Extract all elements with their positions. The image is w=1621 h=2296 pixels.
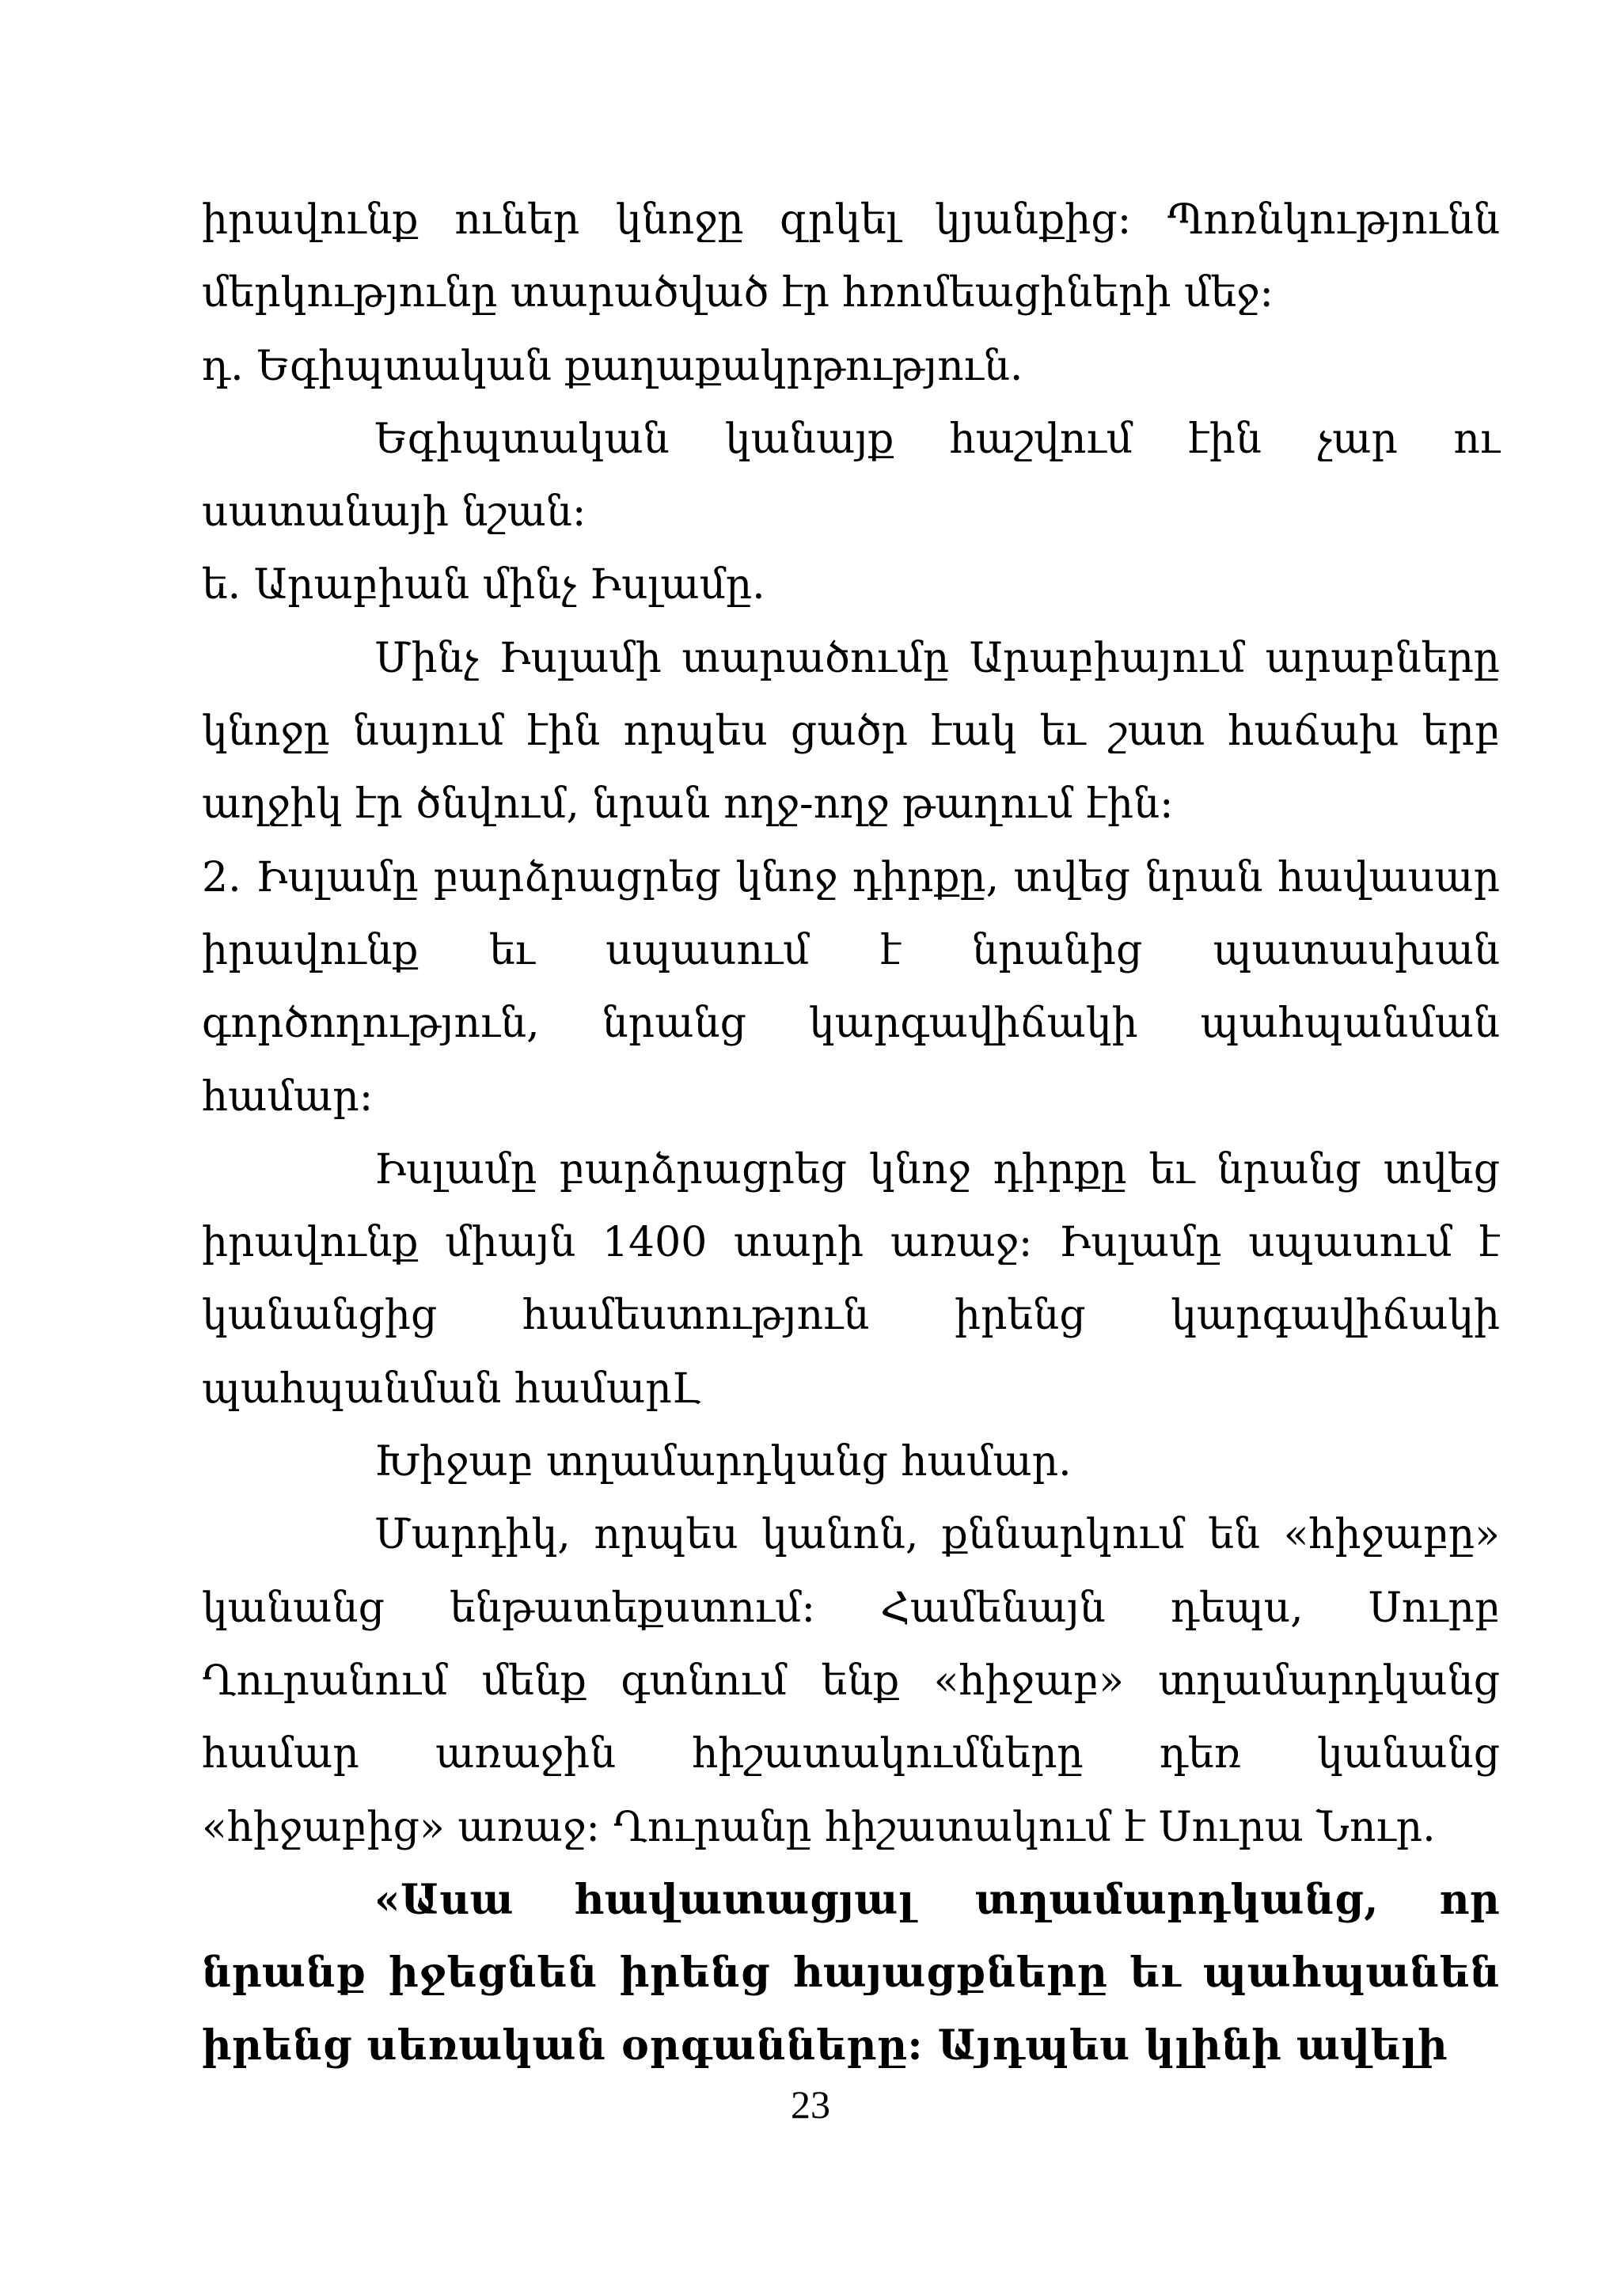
page-number: 23	[791, 2082, 830, 2127]
paragraph-egypt: Եգիպտական կանայք հաշվում էին չար ու սատանայի նշան:	[202, 415, 1500, 537]
section-heading-arabia: ե. Արաբիան մինչ Իսլամը.	[202, 561, 765, 609]
paragraph-arabia: Մինչ Իսլամի տարածումը Արաբիայում արաբները կնոջը նայում էին որպես ցածր էակ եւ շատ հաճախ երբ աղջիկ էր ծնվում, նրան ողջ-ողջ թաղում էին:	[202, 634, 1500, 829]
section-heading-hijab-men: Խիջաբ տղամարդկանց համար.	[374, 1438, 1072, 1486]
paragraph-islam-status: Իսլամը բարձրացրեց կնոջ դիրքը եւ նրանց տվեց իրավունք միայն 1400 տարի առաջ: Իսլամը սպասում է կանանցից համեստություն իրենց կարգավիճակի պահպանման համարԼ	[202, 1145, 1500, 1413]
paragraph-romans: իրավունք ուներ կնոջը զրկել կյանքից: Պոռնկությունն մերկությունը տարածված էր հռոմեացիների մեջ:	[202, 196, 1500, 317]
quran-quote: «Ասա հավատացյալ տղամարդկանց, որ նրանք իջեցնեն իրենց հայացքները եւ պահպանեն իրենց սեռական օրգանները: Այդպես կլինի ավելի	[202, 1875, 1500, 2070]
section-heading-egypt: դ. Եգիպտական քաղաքակրթություն.	[202, 342, 1023, 390]
paragraph-islam-point-2: 2. Իսլամը բարձրացրեց կնոջ դիրքը, տվեց նրան հավասար իրավունք եւ սպասում է նրանից պատասխան գործողություն, նրանց կարգավիճակի պահպանման համար:	[202, 853, 1500, 1121]
paragraph-hijab-men: Մարդիկ, որպես կանոն, քննարկում են «հիջաբը» կանանց ենթատեքստում: Համենայն դեպս, Սուրբ Ղուրանում մենք գտնում ենք «հիջաբ» տղամարդկանց համար առաջին հիշատակումները դեռ կանանց «հիջաբից» առաջ: Ղուրանը հիշատակում է Սուրա Նուր.	[202, 1511, 1500, 1851]
body-text	[202, 184, 1500, 2083]
